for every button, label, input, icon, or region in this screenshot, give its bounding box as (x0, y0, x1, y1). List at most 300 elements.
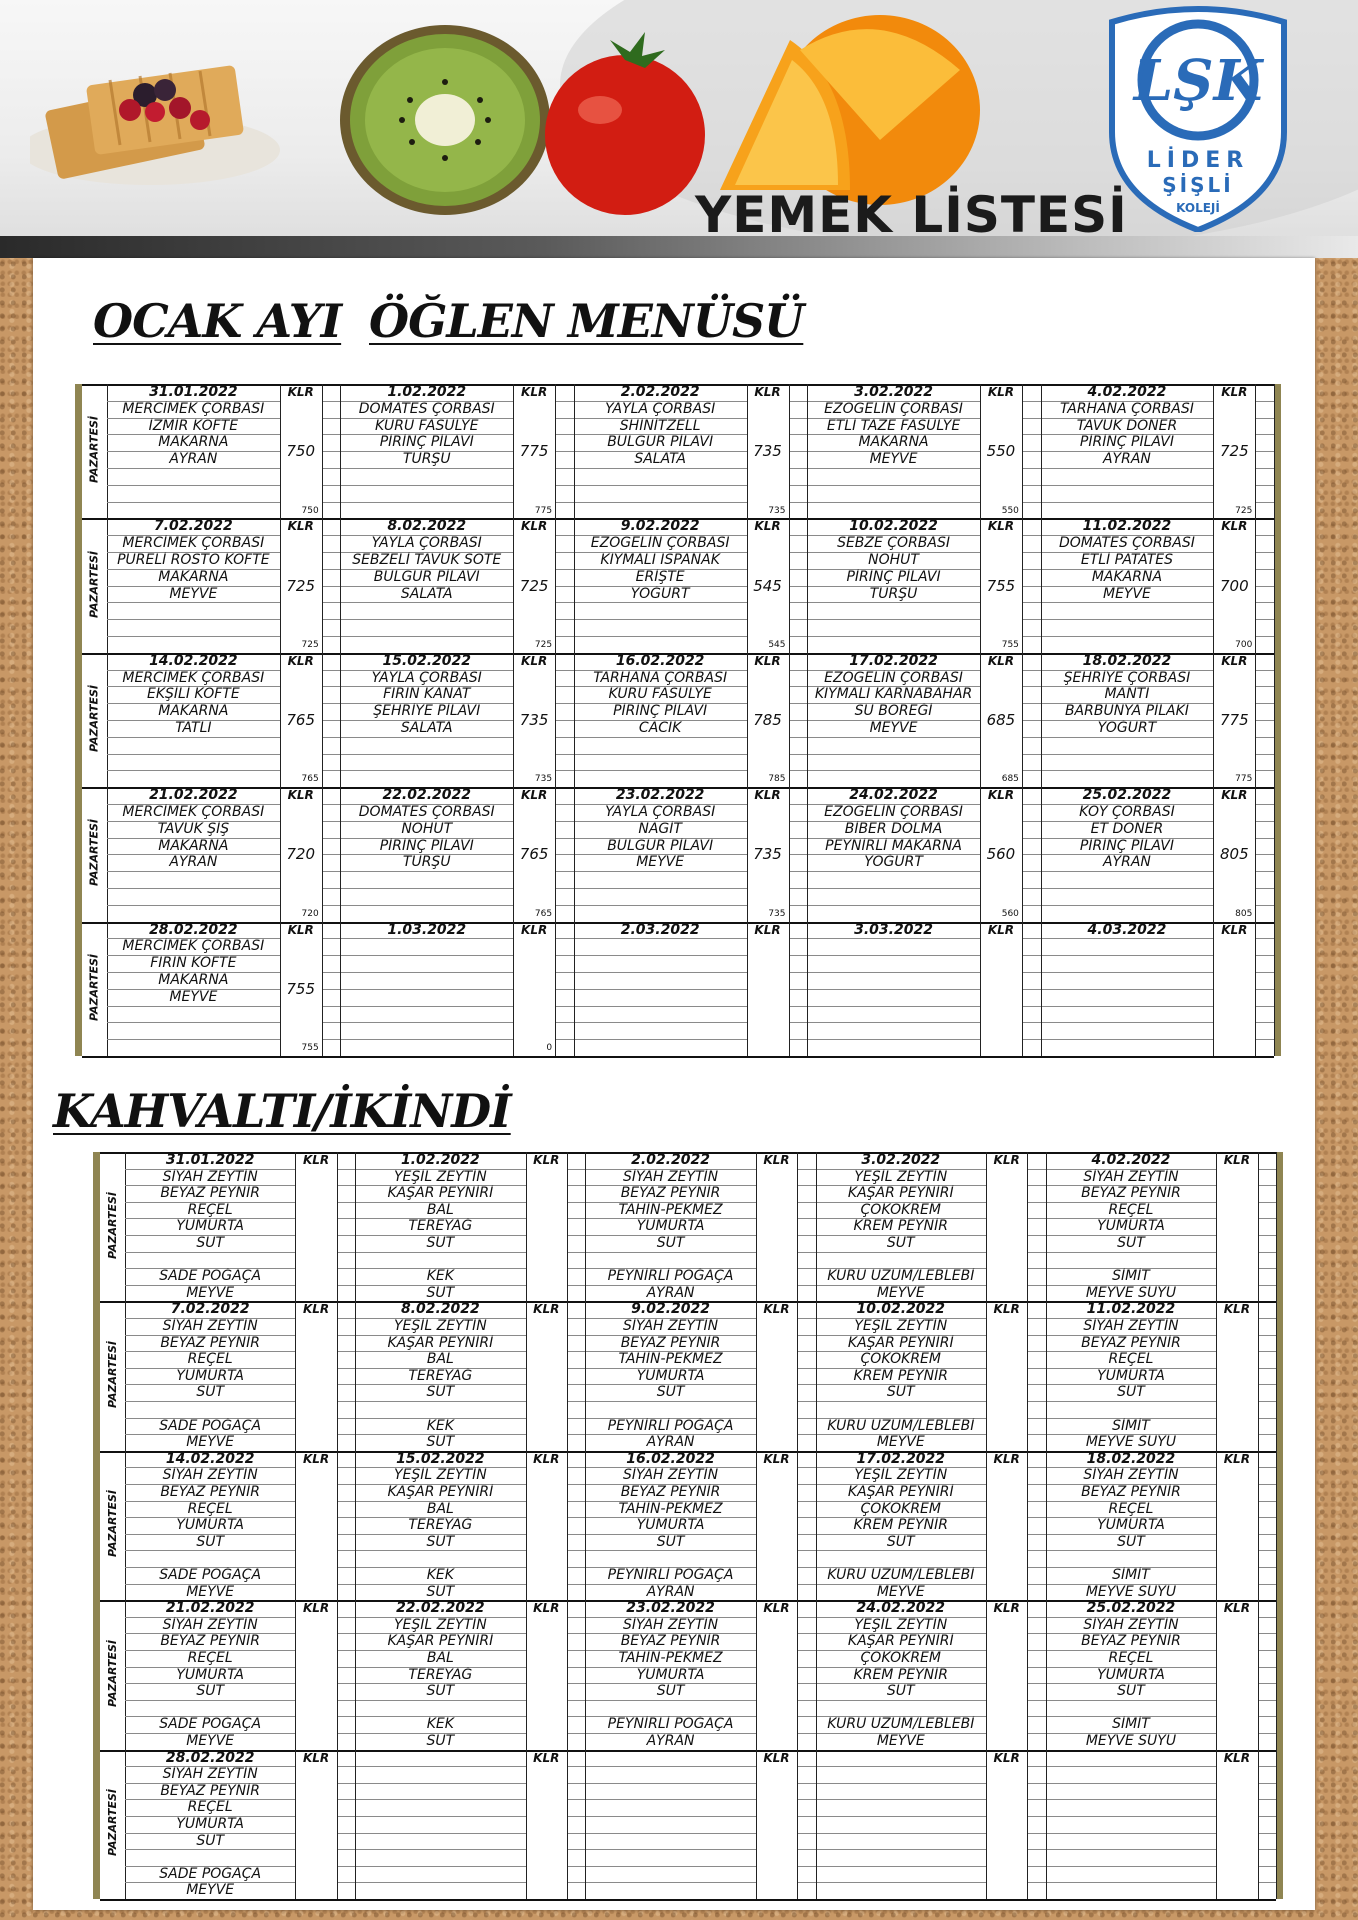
breakfast-date (816, 1750, 986, 1767)
breakfast-row-line (1027, 1351, 1045, 1352)
breakfast-klr-header: KLR (1223, 1302, 1250, 1317)
lunch-row-line (322, 972, 341, 973)
breakfast-row-line (337, 1318, 355, 1319)
breakfast-menu-item: SÜT (426, 1533, 455, 1550)
breakfast-row-line (567, 1335, 585, 1336)
lunch-row-line (555, 838, 574, 839)
breakfast-row-line (816, 1550, 986, 1551)
lunch-row-line (322, 686, 341, 687)
breakfast-row-line (816, 1816, 986, 1817)
breakfast-row-line (1258, 1667, 1276, 1668)
breakfast-menu-item: MEYVE (876, 1583, 925, 1600)
breakfast-menu-item: SADE POĞAÇA (159, 1417, 262, 1434)
lunch-menu-item: PEYNİRLİ MAKARNA (825, 837, 962, 854)
lunch-klr-header: KLR (987, 385, 1014, 399)
breakfast-date (355, 1750, 525, 1767)
lunch-row-line (555, 502, 574, 503)
lunch-row-line (1022, 821, 1041, 822)
breakfast-menu-item: AYRAN (646, 1583, 695, 1600)
lunch-calorie-total: 805 (1235, 908, 1253, 919)
breakfast-menu-item: YUMURTA (176, 1218, 245, 1235)
lunch-row-line (1022, 1006, 1041, 1007)
breakfast-col-divider (986, 1152, 987, 1301)
breakfast-menu-item: SİYAH ZEYTİN (162, 1467, 258, 1484)
lunch-week (75, 653, 1281, 787)
breakfast-row-line (125, 1550, 295, 1551)
breakfast-col-divider (1216, 1301, 1217, 1450)
breakfast-menu-item: KAŞAR PEYNİRİ (847, 1185, 954, 1202)
lunch-row-line (107, 602, 280, 603)
lunch-col-divider (322, 518, 323, 652)
lunch-klr-header: KLR (1221, 922, 1248, 937)
breakfast-row-line (1258, 1501, 1276, 1502)
lunch-menu-item: MEYVE (636, 854, 685, 871)
lunch-row-line (789, 686, 808, 687)
breakfast-row-line (797, 1368, 815, 1369)
breakfast-menu-item: YEŞİL ZEYTİN (393, 1467, 487, 1484)
menu-paper (33, 258, 1315, 1910)
lunch-calories: 750 (286, 442, 316, 461)
breakfast-row-line (1027, 1567, 1045, 1568)
breakfast-klr-header: KLR (993, 1601, 1020, 1616)
breakfast-menu-item: KAŞAR PEYNİRİ (387, 1483, 494, 1500)
breakfast-row-line (355, 1866, 525, 1867)
breakfast-klr-header: KLR (763, 1451, 790, 1466)
breakfast-menu-item: KAŞAR PEYNİRİ (847, 1334, 954, 1351)
breakfast-row-line (1046, 1849, 1216, 1850)
lunch-date: 14.02.2022 (149, 652, 238, 669)
breakfast-row-line (816, 1849, 986, 1850)
lunch-row-line (789, 485, 808, 486)
breakfast-menu-item: BEYAZ PEYNİR (620, 1334, 721, 1351)
lunch-row-line (322, 905, 341, 906)
lunch-col-divider (340, 922, 341, 1056)
lunch-row-line (555, 938, 574, 939)
breakfast-row-line (1027, 1633, 1045, 1634)
lunch-row-line (789, 838, 808, 839)
lunch-menu-item: SEBZE ÇORBASI (837, 535, 951, 552)
lunch-menu-item: MAKARNA (158, 971, 229, 988)
lunch-row-line (1022, 485, 1041, 486)
breakfast-menu-item: KAŞAR PEYNİRİ (387, 1633, 494, 1650)
breakfast-menu-item: YEŞİL ZEYTİN (854, 1616, 948, 1633)
breakfast-col-divider (567, 1301, 568, 1450)
lunch-row-line (1022, 1022, 1041, 1023)
breakfast-row-line (337, 1534, 355, 1535)
breakfast-row-line (337, 1335, 355, 1336)
lunch-row-line (555, 451, 574, 452)
lunch-row-line (1022, 955, 1041, 956)
lunch-menu-item: SALATA (400, 585, 453, 602)
lunch-row-line (1041, 1006, 1214, 1007)
lunch-date: 1.02.2022 (387, 384, 467, 400)
breakfast-row-line (337, 1401, 355, 1402)
lunch-row-line (574, 905, 747, 906)
lunch-row-line (789, 737, 808, 738)
breakfast-row-line (1258, 1517, 1276, 1518)
breakfast-row-line (585, 1700, 755, 1701)
breakfast-row-line (1258, 1633, 1276, 1634)
breakfast-menu-item: SÜT (1117, 1533, 1145, 1550)
breakfast-col-divider (1258, 1301, 1259, 1450)
breakfast-date: 11.02.2022 (1086, 1301, 1176, 1318)
breakfast-row-line (1027, 1484, 1045, 1485)
breakfast-menu-item: SÜT (196, 1384, 225, 1401)
lunch-row-line (340, 905, 513, 906)
lunch-row-line (1255, 636, 1274, 637)
breakfast-row-line (1258, 1235, 1276, 1236)
breakfast-menu-item: YUMURTA (1097, 1367, 1165, 1384)
breakfast-menu-item: KURU ÜZÜM/LEBLEBİ (827, 1716, 975, 1733)
breakfast-row-line (567, 1617, 585, 1618)
lunch-row-line (1255, 602, 1274, 603)
lunch-menu-item: MEYVE (869, 451, 918, 468)
lunch-row-line (322, 720, 341, 721)
breakfast-menu-item: SÜT (886, 1384, 915, 1401)
lunch-row-line (107, 485, 280, 486)
breakfast-col-divider (337, 1451, 338, 1600)
lunch-menu-table (75, 384, 1281, 1056)
breakfast-row-line (567, 1517, 585, 1518)
lunch-row-line (1255, 720, 1274, 721)
lunch-row-line (107, 770, 280, 771)
lunch-row-line (574, 602, 747, 603)
breakfast-row-line (337, 1285, 355, 1286)
breakfast-menu-item: TAHİN-PEKMEZ (618, 1201, 723, 1218)
breakfast-menu-item: YUMURTA (1097, 1666, 1165, 1683)
breakfast-menu-item: SİYAH ZEYTİN (622, 1317, 719, 1334)
breakfast-row-line (1258, 1534, 1276, 1535)
lunch-klr-header: KLR (754, 922, 781, 937)
lunch-menu-item: TARHANA ÇORBASI (1059, 400, 1194, 417)
lunch-klr-header: KLR (287, 788, 314, 803)
breakfast-klr-header: KLR (993, 1750, 1020, 1765)
lunch-menu-item: AYRAN (1102, 451, 1151, 468)
breakfast-menu-item: BAL (426, 1500, 454, 1517)
lunch-row-line (322, 955, 341, 956)
breakfast-row-line (585, 1882, 755, 1883)
breakfast-col-divider (1258, 1451, 1259, 1600)
breakfast-menu-item: KEK (426, 1716, 454, 1733)
lunch-col-divider (322, 384, 323, 518)
lunch-menu-item: MEYVE (1102, 585, 1151, 602)
lunch-menu-item: TURŞU (402, 854, 451, 871)
lunch-calorie-total: 765 (301, 774, 319, 785)
lunch-menu-item: BİBER DOLMA (844, 820, 943, 837)
lunch-row-line (340, 1006, 513, 1007)
breakfast-menu-item: KREM PEYNİR (853, 1666, 948, 1683)
breakfast-row-line (337, 1484, 355, 1485)
breakfast-row-line (1258, 1683, 1276, 1684)
lunch-row-line (1022, 569, 1041, 570)
breakfast-col-divider (1216, 1451, 1217, 1600)
breakfast-klr-header: KLR (302, 1153, 330, 1167)
breakfast-col-divider (526, 1600, 527, 1749)
breakfast-row-line (355, 1799, 525, 1800)
lunch-col-divider (1213, 922, 1214, 1056)
breakfast-row-line (1027, 1252, 1045, 1253)
breakfast-row-line (797, 1716, 815, 1717)
breakfast-row-line (1027, 1185, 1045, 1186)
breakfast-col-divider (526, 1152, 527, 1301)
breakfast-col-divider (526, 1451, 527, 1600)
lunch-row-line (807, 602, 980, 603)
lunch-menu-item: ET DÖNER (1090, 820, 1164, 837)
lunch-menu-item: TAVUK ŞİŞ (157, 820, 230, 837)
lunch-calories: 685 (986, 710, 1016, 729)
breakfast-row-line (337, 1235, 355, 1236)
breakfast-menu-item: SADE POĞAÇA (159, 1716, 262, 1733)
lunch-row-line (1255, 821, 1274, 822)
breakfast-menu-item: MEYVE SUYU (1085, 1583, 1177, 1600)
breakfast-menu-item: YEŞİL ZEYTİN (393, 1168, 487, 1185)
lunch-menu-item: EZOGELİN ÇORBASI (824, 803, 963, 820)
breakfast-row-line (797, 1418, 815, 1419)
lunch-row-line (789, 871, 808, 872)
breakfast-menu-item: YEŞİL ZEYTİN (393, 1317, 487, 1334)
lunch-row-line (1255, 1022, 1274, 1023)
breakfast-klr-header: KLR (763, 1601, 790, 1616)
lunch-row-line (555, 888, 574, 889)
breakfast-menu-item: SÜT (196, 1235, 225, 1251)
breakfast-row-line (1046, 1783, 1216, 1784)
breakfast-row-line (337, 1384, 355, 1385)
lunch-menu-item: BULGUR PİLAVI (607, 434, 714, 451)
breakfast-menu-item: ÇOKOKREM (860, 1649, 941, 1666)
breakfast-menu-item: AYRAN (646, 1434, 695, 1451)
lunch-date: 4.03.2022 (1087, 921, 1167, 938)
lunch-row-line (1022, 552, 1041, 553)
lunch-row-line (1022, 434, 1041, 435)
breakfast-menu-item: YEŞİL ZEYTİN (854, 1168, 948, 1185)
waffle-image (30, 40, 290, 190)
lunch-col-divider (555, 653, 556, 787)
breakfast-col-divider (1276, 1600, 1277, 1749)
breakfast-row-line (1258, 1467, 1276, 1468)
lunch-row-line (807, 989, 980, 990)
lunch-row-line (807, 888, 980, 889)
lunch-row-line (574, 1039, 747, 1040)
lunch-col-divider (513, 922, 514, 1056)
breakfast-menu-item: AYRAN (646, 1732, 695, 1749)
lunch-row-line (1255, 838, 1274, 839)
lunch-row-line (1022, 619, 1041, 620)
lunch-date: 3.03.2022 (854, 921, 933, 938)
breakfast-row-line (797, 1667, 815, 1668)
breakfast-row-line (797, 1799, 815, 1800)
lunch-calorie-total: 765 (534, 908, 553, 919)
breakfast-row-line (816, 1783, 986, 1784)
breakfast-menu-item: BEYAZ PEYNİR (1081, 1483, 1181, 1500)
breakfast-menu-item: SÜT (886, 1683, 915, 1700)
lunch-row-line (340, 972, 513, 973)
kiwi-image (330, 20, 560, 220)
breakfast-row-line (567, 1235, 585, 1236)
breakfast-row-line (337, 1617, 355, 1618)
breakfast-row-line (355, 1700, 525, 1701)
breakfast-week (93, 1750, 1283, 1899)
lunch-row-line (1022, 586, 1041, 587)
breakfast-menu-item: SÜT (426, 1583, 455, 1600)
lunch-calorie-total: 735 (768, 505, 786, 516)
breakfast-row-line (1258, 1169, 1276, 1170)
breakfast-date: 15.02.2022 (396, 1450, 485, 1467)
breakfast-date: 8.02.2022 (400, 1301, 480, 1318)
lunch-row-line (789, 1006, 808, 1007)
lunch-row-line (574, 989, 747, 990)
lunch-day-label: PAZARTESİ (88, 416, 102, 484)
lunch-row-line (574, 754, 747, 755)
lunch-row-line (1255, 535, 1274, 536)
lunch-menu-item: İZMİR KÖFTE (148, 417, 239, 434)
breakfast-menu-item: BEYAZ PEYNİR (1081, 1185, 1181, 1202)
lunch-menu-item: PİRİNÇ PİLAVI (379, 434, 474, 451)
lunch-row-line (1255, 451, 1274, 452)
breakfast-menu-item: MEYVE (876, 1434, 925, 1451)
lunch-row-line (322, 468, 341, 469)
breakfast-menu-item: KREM PEYNİR (853, 1367, 948, 1384)
breakfast-row-line (1258, 1218, 1276, 1219)
breakfast-row-line (797, 1517, 815, 1518)
breakfast-row-line (1258, 1368, 1276, 1369)
breakfast-row-line (337, 1185, 355, 1186)
lunch-menu-item: MAKARNA (158, 434, 229, 451)
lunch-row-line (340, 938, 513, 939)
lunch-row-line (789, 720, 808, 721)
breakfast-row-line (567, 1202, 585, 1203)
breakfast-date: 18.02.2022 (1086, 1450, 1176, 1467)
lunch-row-line (1255, 888, 1274, 889)
breakfast-menu-item: YUMURTA (1097, 1218, 1165, 1235)
lunch-row-line (340, 468, 513, 469)
breakfast-row-line (1027, 1650, 1045, 1651)
breakfast-row-line (1258, 1849, 1276, 1850)
breakfast-klr-header: KLR (1223, 1153, 1250, 1167)
breakfast-row-line (797, 1567, 815, 1568)
breakfast-row-line (1027, 1849, 1045, 1850)
breakfast-menu-item: PEYNİRLİ POĞAÇA (607, 1417, 734, 1434)
breakfast-row-line (797, 1185, 815, 1186)
lunch-row-line (789, 703, 808, 704)
lunch-row-line (1255, 972, 1274, 973)
lunch-klr-header: KLR (987, 519, 1014, 534)
lunch-col-divider (1274, 384, 1275, 518)
lunch-row-line (807, 468, 980, 469)
lunch-menu-item: FIRIN KANAT (383, 686, 471, 703)
breakfast-row-line (797, 1550, 815, 1551)
lunch-row-line (555, 804, 574, 805)
lunch-menu-item: EKŞİLİ KÖFTE (147, 686, 240, 703)
breakfast-bottom-border (100, 1899, 1276, 1901)
breakfast-row-line (337, 1816, 355, 1817)
lunch-row-line (807, 619, 980, 620)
lunch-calories: 775 (1219, 710, 1249, 729)
breakfast-row-line (337, 1567, 355, 1568)
lunch-row-line (789, 434, 808, 435)
lunch-row-line (574, 888, 747, 889)
lunch-row-line (574, 972, 747, 973)
header-banner (0, 0, 1358, 258)
lunch-row-line (789, 468, 808, 469)
lunch-menu-item: EZOGELİN ÇORBASI (824, 400, 963, 417)
lunch-row-line (555, 1039, 574, 1040)
lunch-klr-header: KLR (754, 653, 781, 668)
lunch-row-line (555, 401, 574, 402)
lunch-day-label: PAZARTESİ (88, 819, 102, 887)
breakfast-col-divider (1027, 1301, 1028, 1450)
lunch-day-label: PAZARTESİ (88, 953, 102, 1021)
lunch-calorie-total: 775 (1235, 774, 1253, 785)
lunch-menu-item: ŞEHRİYE ÇORBASI (1063, 669, 1191, 686)
lunch-row-line (107, 1039, 280, 1040)
lunch-row-line (1022, 989, 1041, 990)
breakfast-row-line (337, 1169, 355, 1170)
breakfast-row-line (567, 1550, 585, 1551)
lunch-row-line (555, 686, 574, 687)
breakfast-row-line (585, 1849, 755, 1850)
breakfast-col-divider (986, 1301, 987, 1450)
breakfast-menu-item: BEYAZ PEYNİR (620, 1633, 721, 1650)
lunch-menu-item: EZOGELİN ÇORBASI (824, 669, 963, 686)
breakfast-menu-item: MEYVE (186, 1732, 235, 1749)
breakfast-row-line (337, 1418, 355, 1419)
breakfast-menu-item: KEK (426, 1417, 454, 1434)
breakfast-menu-item: TEREYAĞ (408, 1367, 473, 1384)
lunch-row-line (555, 989, 574, 990)
breakfast-menu-item: BEYAZ PEYNİR (1081, 1334, 1181, 1351)
lunch-row-line (807, 1039, 980, 1040)
school-logo (1092, 2, 1304, 232)
breakfast-col-divider (816, 1750, 817, 1899)
lunch-menu-item: PİRİNÇ PİLAVI (379, 837, 474, 854)
breakfast-row-line (1027, 1401, 1045, 1402)
breakfast-menu-item: BAL (426, 1351, 454, 1368)
lunch-col-divider (322, 787, 323, 921)
breakfast-col-divider (1216, 1152, 1217, 1301)
breakfast-row-line (1027, 1368, 1045, 1369)
breakfast-col-divider (295, 1451, 296, 1600)
breakfast-menu-item: REÇEL (187, 1649, 233, 1666)
lunch-row-line (1255, 938, 1274, 939)
breakfast-col-divider (585, 1750, 586, 1899)
lunch-row-line (322, 434, 341, 435)
lunch-row-line (340, 955, 513, 956)
breakfast-menu-item: SÜT (196, 1533, 225, 1550)
lunch-row-line (322, 854, 341, 855)
lunch-row-line (107, 737, 280, 738)
breakfast-col-divider (526, 1301, 527, 1450)
breakfast-row-line (337, 1218, 355, 1219)
logo-line1: LİDER (1146, 148, 1250, 173)
lunch-row-line (322, 770, 341, 771)
breakfast-klr-header: KLR (533, 1750, 560, 1765)
breakfast-row-line (567, 1766, 585, 1767)
lunch-calorie-total: 785 (768, 774, 786, 785)
breakfast-row-line (567, 1501, 585, 1502)
breakfast-menu-item: REÇEL (1108, 1500, 1154, 1517)
lunch-row-line (322, 871, 341, 872)
breakfast-row-line (567, 1368, 585, 1369)
breakfast-row-line (567, 1882, 585, 1883)
lunch-row-line (322, 418, 341, 419)
lunch-menu-item: PİRİNÇ PİLAVI (613, 703, 708, 720)
breakfast-row-line (1027, 1434, 1045, 1435)
lunch-menu-item: ETLİ PATATES (1080, 551, 1174, 568)
lunch-row-line (1022, 468, 1041, 469)
lunch-row-line (789, 770, 808, 771)
breakfast-row-line (1027, 1384, 1045, 1385)
lunch-bottom-border (82, 1056, 1274, 1058)
